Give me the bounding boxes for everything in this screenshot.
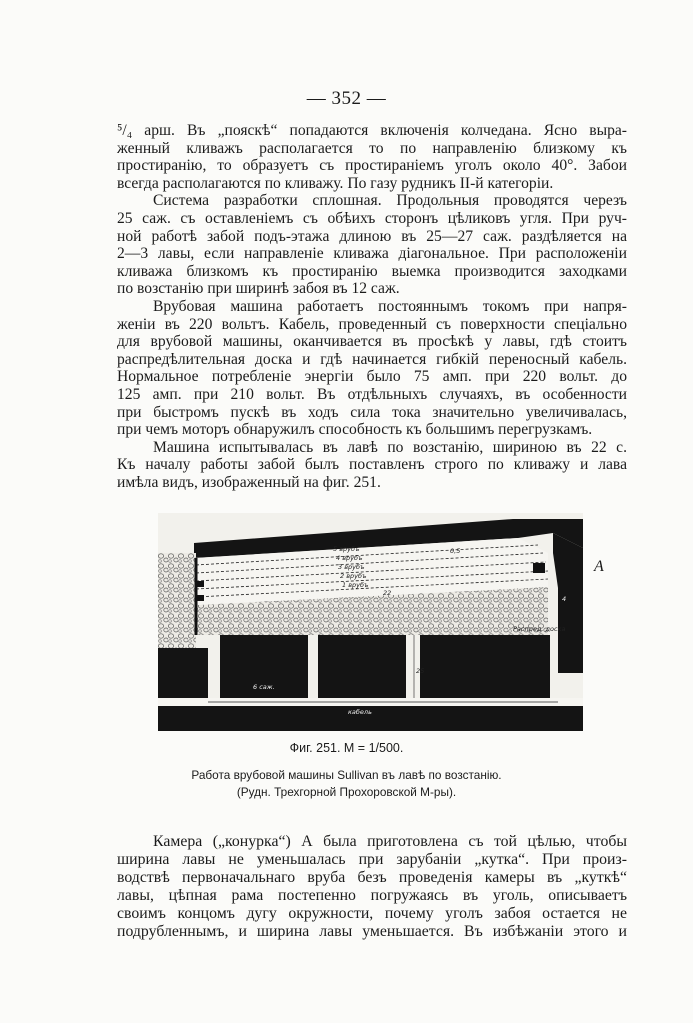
paragraph-4 [117, 439, 627, 492]
text-line: распредѣлительная доска и гдѣ начинается гибкій переносный кабель. [117, 350, 627, 368]
figure-corner-label: A [594, 558, 604, 575]
text-line: при быстромъ пускѣ въ ходъ сила тока значительно увеличивалась, [117, 403, 627, 421]
body-text-bottom [117, 833, 627, 940]
text-line: Камера („конурка“) А была приготовлена съ той цѣлью, чтобы [153, 833, 627, 850]
label-span25: 25 [416, 667, 425, 675]
goaf-left [158, 553, 196, 648]
text-line: по возстанію при ширинѣ забоя въ 12 саж. [117, 280, 400, 298]
label-dim-b: 4 [562, 595, 567, 603]
coal-pillar-1 [158, 648, 208, 698]
text-line: кливажа близкомъ къ простиранію выемка производится заходками [117, 262, 627, 280]
text-line: своимъ концомъ дугу окружности, почему уголъ забоя остается не [117, 904, 627, 922]
paragraph-3 [117, 298, 627, 439]
text-line: лавы, цѣпная рама постепенно погружаясь въ уголь, описываетъ [117, 886, 627, 904]
label-cable: кабель [348, 708, 372, 716]
paragraph-5 [117, 833, 627, 940]
figure-number: Фиг. 251. М = 1/500. [289, 741, 404, 755]
text-line: Къ началу работы забой былъ поставленъ строго по кливажу и лава [117, 456, 627, 474]
text-line: всегда располагаются по кливажу. По газу рудникъ II-й категоріи. [117, 174, 554, 192]
label-dim-a: 0,5 [450, 547, 461, 555]
text-line: при чемъ моторъ обнаружилъ способность къ большимъ перегрузкамъ. [117, 421, 593, 439]
text-line: Система разработки сплошная. Продольныя проводятся черезъ [153, 192, 627, 210]
label-board: Распред. доска [513, 625, 566, 633]
label-cut1: 1 врубъ [342, 581, 369, 589]
text-line: имѣла видъ, изображенный на фиг. 251. [117, 473, 381, 491]
text-line: подрубленнымъ, и ширина лавы уменьшается. Въ избѣжаніи этого и [117, 922, 627, 940]
text-line: 125 амп. при 210 вольт. Въ отдѣльныхъ случаяхъ, въ особенности [117, 385, 627, 403]
machine [533, 563, 545, 573]
text-line: женіи въ 220 вольтъ. Кабель, проведенный съ поверхности спеціально [117, 315, 627, 333]
paragraph-2 [117, 192, 627, 298]
text-line: Машина испытывалась въ лавѣ по возстанію, шириною въ 22 с. [153, 438, 627, 456]
label-span6: 6 саж. [253, 683, 275, 691]
text-line: ной работѣ забой подъ-этажа длиною въ 25—27 саж. раздѣляется на [117, 227, 627, 245]
text-line: водствѣ первоначальнаго вруба безъ проведенія камеры въ „куткѣ“ [117, 868, 627, 886]
figure-251 [158, 513, 583, 731]
label-cut3: 3 врубъ [338, 563, 365, 571]
coal-pillar-4 [420, 635, 550, 698]
text-line: 2—3 лавы, если направленіе кливажа діагональное. При расположеніи [117, 245, 627, 263]
paragraph-1 [117, 122, 627, 192]
longwall-diagram [158, 513, 583, 731]
label-cut5: 5 врубъ [333, 545, 360, 553]
text-line: Нормальное потребленіе энергіи было 75 амп. при 220 вольт. до [117, 368, 627, 386]
page-number: — 352 — [306, 88, 387, 109]
text-line: простиранію, то образуетъ съ простираніемъ уголъ около 40°. Забои [117, 157, 627, 175]
text-line: Врубовая машина работаетъ постояннымъ токомъ при напря- [153, 297, 627, 315]
text-line: для врубовой машины, оканчивается въ просѣкѣ у лавы, гдѣ стоитъ [117, 333, 627, 351]
text-line: ширина лавы не уменьшалась при зарубаніи „кутка“. При произ- [117, 850, 627, 868]
coal-pillar-3 [318, 635, 406, 698]
label-span22: 22 [383, 589, 392, 597]
label-cut2: 2 врубъ [340, 572, 367, 580]
text-line: 25 саж. съ оставленіемъ съ обѣихъ сторонъ цѣликовъ угля. При руч- [117, 209, 627, 227]
label-cut4: 4 врубъ [336, 554, 363, 562]
figure-caption-line-2: (Рудн. Трехгорной Прохоровской М-ры). [236, 785, 457, 799]
text-line: ⁵/₄ арш. Въ „пояскѣ“ попадаются включенія колчедана. Ясно выра- [117, 122, 627, 139]
figure-caption-line-1: Работа врубовой машины Sullivan въ лавѣ по возстанію. [191, 768, 502, 782]
text-line: женный кливажъ располагается то по направленію близкому къ [117, 139, 627, 157]
body-text-top [117, 122, 627, 491]
